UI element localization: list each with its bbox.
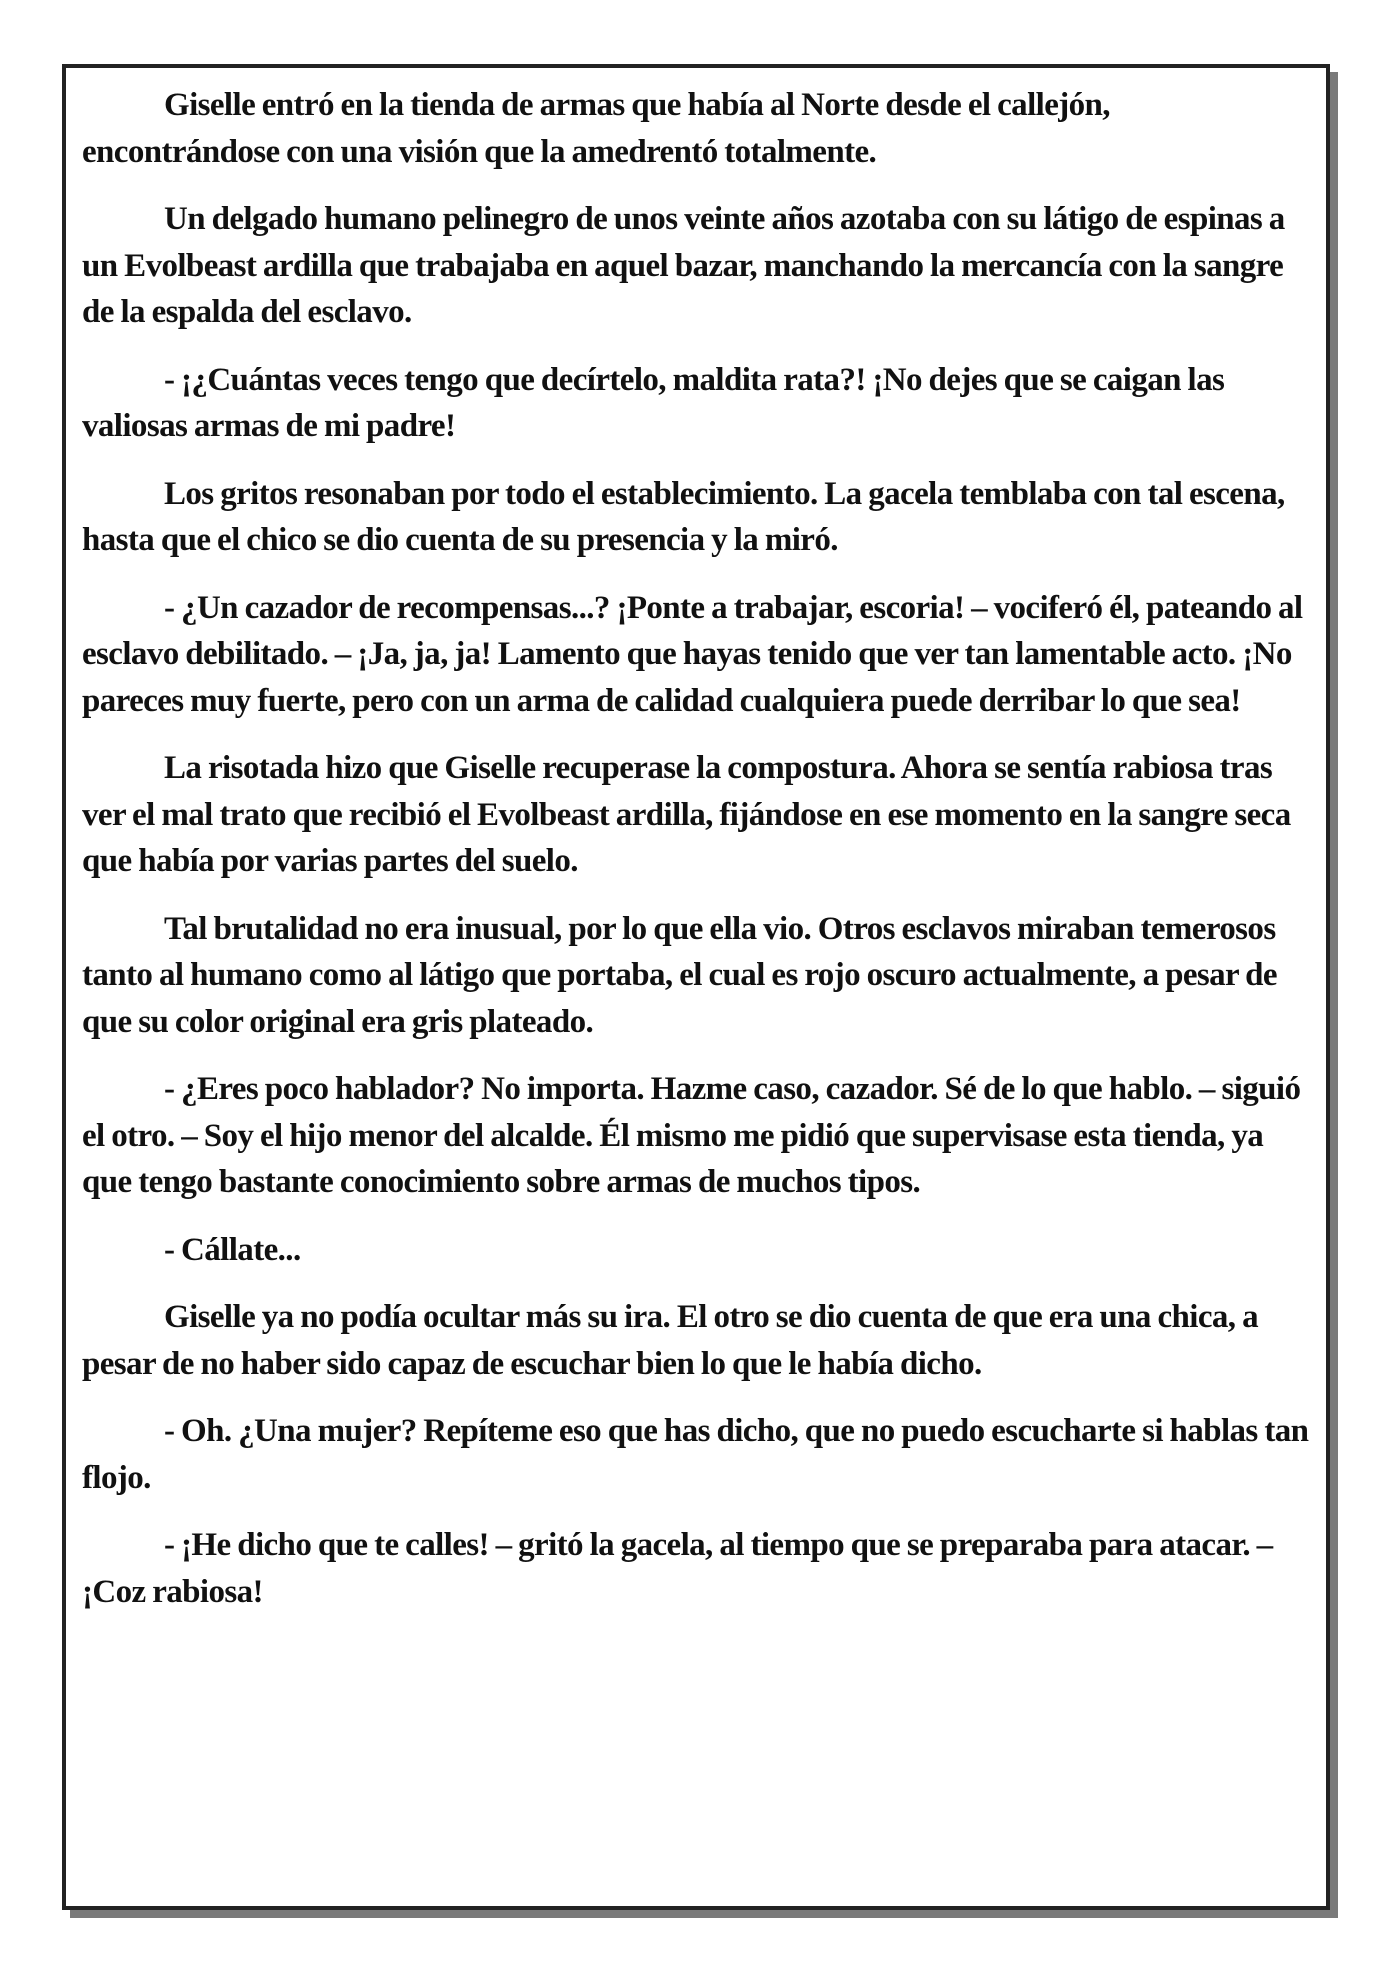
paragraph-6: La risotada hizo que Giselle recuperase la compostura. Ahora se sentía rabiosa tras ver el mal trato que recibió el Evolbeast ardilla, fijándose en ese momento en la sangre seca que había por varias partes del suelo.: [82, 750, 1291, 879]
paragraph-7: Tal brutalidad no era inusual, por lo que ella vio. Otros esclavos miraban temerosos tanto al humano como al látigo que portaba, el cual es rojo oscuro actualmente, a pesar de que su color original era gris plateado.: [82, 910, 1277, 1040]
paragraph-9: - Cállate...: [164, 1231, 301, 1268]
paragraph-2: Un delgado humano pelinegro de unos veinte años azotaba con su látigo de espinas a un Evolbeast ardilla que trabajaba en aquel bazar, manchando la mercancía con la sangre de la espalda del esclavo.: [82, 201, 1285, 330]
paragraph-5: - ¿Un cazador de recompensas...? ¡Ponte a trabajar, escoria! – vociferó él, pateando al esclavo debilitado. – ¡Ja, ja, ja! Lamento que hayas tenido que ver tan lamentable acto. ¡No pareces muy fuerte, pero con un arma de calidad cualquiera puede derribar lo que sea!: [82, 589, 1303, 719]
paragraph-10: Giselle ya no podía ocultar más su ira. El otro se dio cuenta de que era una chica, a pesar de no haber sido capaz de escuchar bien lo que le había dicho.: [82, 1299, 1258, 1382]
paragraph-4: Los gritos resonaban por todo el establecimiento. La gacela temblaba con tal escena, hasta que el chico se dio cuenta de su presencia y la miró.: [82, 475, 1285, 558]
paragraph-11: - Oh. ¿Una mujer? Repíteme eso que has dicho, que no puedo escucharte si hablas tan flojo.: [82, 1413, 1309, 1496]
paragraph-1: Giselle entró en la tienda de armas que había al Norte desde el callejón, encontrándose con una visión que la amedrentó totalmente.: [82, 87, 1110, 170]
paragraph-3: - ¡¿Cuántas veces tengo que decírtelo, maldita rata?! ¡No dejes que se caigan las valiosas armas de mi padre!: [82, 361, 1225, 444]
paragraph-12: - ¡He dicho que te calles! – gritó la gacela, al tiempo que se preparaba para atacar. – ¡Coz rabiosa!: [82, 1527, 1273, 1610]
document-body: [82, 82, 1314, 1636]
paragraph-8: - ¿Eres poco hablador? No importa. Hazme caso, cazador. Sé de lo que hablo. – siguió el otro. – Soy el hijo menor del alcalde. Él mismo me pidió que supervisase esta tienda, ya que tengo bastante conocimiento sobre armas de muchos tipos.: [82, 1071, 1301, 1200]
